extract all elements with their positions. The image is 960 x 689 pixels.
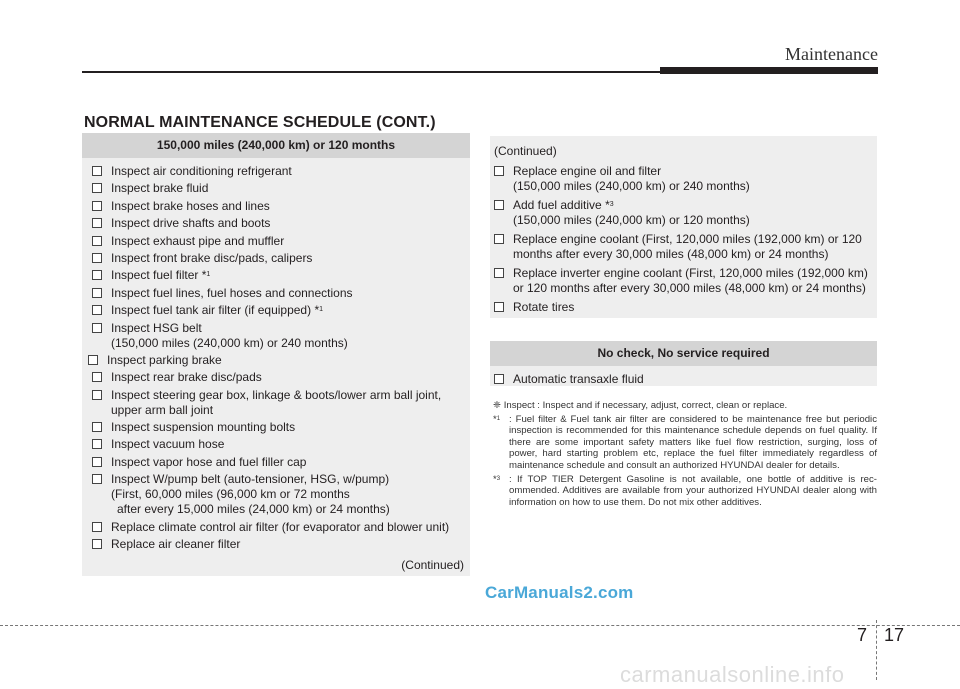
- checklist-item: [88, 353, 470, 368]
- checkbox-icon: [92, 522, 102, 532]
- checklist-item: [92, 537, 470, 552]
- item-detail: months after every 30,000 miles (48,000 km) or 24 months): [513, 247, 829, 261]
- checklist-item: [92, 303, 470, 318]
- item-text: Inspect W/pump belt (auto-tensioner, HSG, w/pump): [111, 472, 390, 487]
- footnote-ref: 1: [319, 306, 324, 314]
- item-text: Inspect vapor hose and fuel filler cap: [111, 454, 307, 469]
- item-detail: or 120 months after every 30,000 miles (48,000 km) or 24 months): [513, 281, 866, 295]
- checklist-item: [92, 321, 470, 351]
- checkbox-icon: [92, 183, 102, 193]
- item-detail: (150,000 miles (240,000 km) or 240 months): [513, 179, 750, 193]
- checkbox-icon: [92, 457, 102, 467]
- item-text: Inspect brake hoses and lines: [111, 198, 270, 213]
- page-number-divider: [876, 620, 877, 680]
- continued-label: (Continued): [401, 558, 464, 572]
- checkbox-icon: [88, 355, 98, 365]
- footer-site-watermark: carmanualsonline.info: [620, 662, 845, 687]
- replacement-list: [490, 158, 877, 315]
- chapter-number: 7: [857, 625, 868, 645]
- checkbox-icon: [92, 253, 102, 263]
- checkbox-icon: [494, 200, 504, 210]
- checkbox-icon: [494, 268, 504, 278]
- footnote-ref: 1: [206, 271, 211, 279]
- checklist-item: [92, 520, 470, 535]
- checklist-item: [92, 268, 470, 283]
- item-text: Inspect exhaust pipe and muffler: [111, 233, 285, 248]
- continued-label: (Continued): [494, 144, 557, 158]
- item-text: Inspect drive shafts and boots: [111, 216, 271, 231]
- page-title: NORMAL MAINTENANCE SCHEDULE (CONT.): [84, 114, 436, 131]
- checkbox-icon: [494, 302, 504, 312]
- item-detail: (First, 60,000 miles (96,000 km or 72 months: [111, 487, 350, 502]
- note-3: *$^3$ : If TOP TIER Detergent Gasoline is not available, one bottle of additive is rec-ommended. Additives are available from your authorized HYUNDAI dealer along with information on how to use them. Do not mix other additives.: [493, 473, 877, 508]
- schedule-panel-150k: [82, 133, 470, 576]
- checklist-item: [92, 164, 470, 179]
- item-detail: upper arm ball joint: [111, 402, 214, 417]
- checkbox-icon: [92, 288, 102, 298]
- checklist-item: [92, 472, 470, 517]
- item-text: Replace engine oil and filter: [513, 164, 662, 178]
- note-marker: *$^1$: [493, 413, 501, 425]
- checkbox-icon: [92, 372, 102, 382]
- inspection-list: [82, 158, 470, 552]
- no-service-panel: [490, 341, 877, 386]
- checklist-item: [494, 164, 877, 194]
- checkbox-icon: [92, 201, 102, 211]
- checkbox-icon: [92, 305, 102, 315]
- item-text: Inspect suspension mounting bolts: [111, 420, 296, 435]
- panel-heading: 150,000 miles (240,000 km) or 120 months: [82, 133, 470, 158]
- item-text: Replace inverter engine coolant (First, 120,000 miles (192,000 km): [513, 266, 868, 280]
- item-text: Inspect air conditioning refrigerant: [111, 164, 292, 178]
- no-service-list: [490, 366, 877, 387]
- checkbox-icon: [92, 539, 102, 549]
- checklist-item: [92, 199, 470, 214]
- item-text: Replace climate control air filter (for evaporator and blower unit): [111, 519, 450, 534]
- item-text: Replace engine coolant (First, 120,000 miles (192,000 km) or 120: [513, 232, 862, 246]
- checklist-item: [92, 181, 470, 196]
- checklist-item: [92, 420, 470, 435]
- checkbox-icon: [494, 166, 504, 176]
- item-text: Inspect rear brake disc/pads: [111, 370, 262, 385]
- page-number: 17: [884, 625, 905, 645]
- checkbox-icon: [92, 236, 102, 246]
- checkbox-icon: [92, 270, 102, 280]
- item-text: Rotate tires: [513, 300, 575, 314]
- footer-rule: [0, 625, 960, 626]
- item-text: Inspect front brake disc/pads, calipers: [111, 250, 313, 265]
- item-text: Inspect steering gear box, linkage & boots/lower arm ball joint,: [111, 387, 442, 402]
- item-text: Replace air cleaner filter: [111, 537, 241, 552]
- checkbox-icon: [92, 422, 102, 432]
- checkbox-icon: [494, 234, 504, 244]
- checklist-item: [92, 216, 470, 231]
- section-header: Maintenance: [785, 44, 878, 64]
- checkbox-icon: [92, 323, 102, 333]
- note-1: *$^1$ : Fuel filter & Fuel tank air filter are considered to be maintenance free but periodic inspection is recommended for this maintenance schedule depends on fuel quality. If there are some important safety matters like fuel flow restriction, surging, loss of power, hard starting problem etc, replace the fuel filter immediately regardless of maintenance schedule and consult an authorized HYUNDAI dealer for details.: [493, 413, 877, 471]
- header-rule: [82, 71, 660, 73]
- item-text: Inspect HSG belt: [111, 320, 202, 335]
- schedule-panel-continued: [490, 136, 877, 318]
- checklist-item: [494, 232, 877, 262]
- header-rule-bold: [660, 67, 878, 74]
- note-marker: *$^3$: [493, 473, 501, 485]
- checklist-item: [92, 455, 470, 470]
- checklist-item: [92, 370, 470, 385]
- checklist-item: [494, 372, 877, 387]
- footnotes: [493, 400, 877, 510]
- item-text: Inspect fuel tank air filter (if equipped) *: [111, 303, 320, 318]
- item-detail: after every 15,000 miles (24,000 km) or 24 months): [117, 502, 390, 517]
- checkbox-icon: [92, 218, 102, 228]
- item-detail: (150,000 miles (240,000 km) or 240 months): [111, 335, 348, 350]
- checkbox-icon: [92, 166, 102, 176]
- item-text: Inspect brake fluid: [111, 181, 209, 196]
- checklist-item: [494, 300, 877, 315]
- item-text: Inspect fuel lines, fuel hoses and connections: [111, 285, 353, 300]
- checklist-item: [494, 198, 877, 228]
- item-detail: (150,000 miles (240,000 km) or 120 months): [513, 213, 750, 227]
- note-inspect: ❈ Inspect : Inspect and if necessary, adjust, correct, clean or replace.: [493, 400, 788, 411]
- item-text: Inspect parking brake: [107, 352, 222, 367]
- item-text: Add fuel additive *: [513, 198, 610, 212]
- checkbox-icon: [494, 374, 504, 384]
- item-text: Inspect fuel filter *: [111, 268, 207, 283]
- checklist-item: [92, 234, 470, 249]
- checklist-item: [92, 251, 470, 266]
- item-text: Inspect vacuum hose: [111, 437, 225, 452]
- watermark-logo: CarManuals2.com: [485, 583, 634, 602]
- panel-heading: No check, No service required: [490, 341, 877, 366]
- footnote-ref: 3: [609, 201, 614, 208]
- checkbox-icon: [92, 474, 102, 484]
- checkbox-icon: [92, 390, 102, 400]
- checklist-item: [494, 266, 877, 296]
- checkbox-icon: [92, 439, 102, 449]
- checklist-item: [92, 388, 470, 418]
- item-text: Automatic transaxle fluid: [513, 372, 644, 386]
- checklist-item: [92, 286, 470, 301]
- checklist-item: [92, 437, 470, 452]
